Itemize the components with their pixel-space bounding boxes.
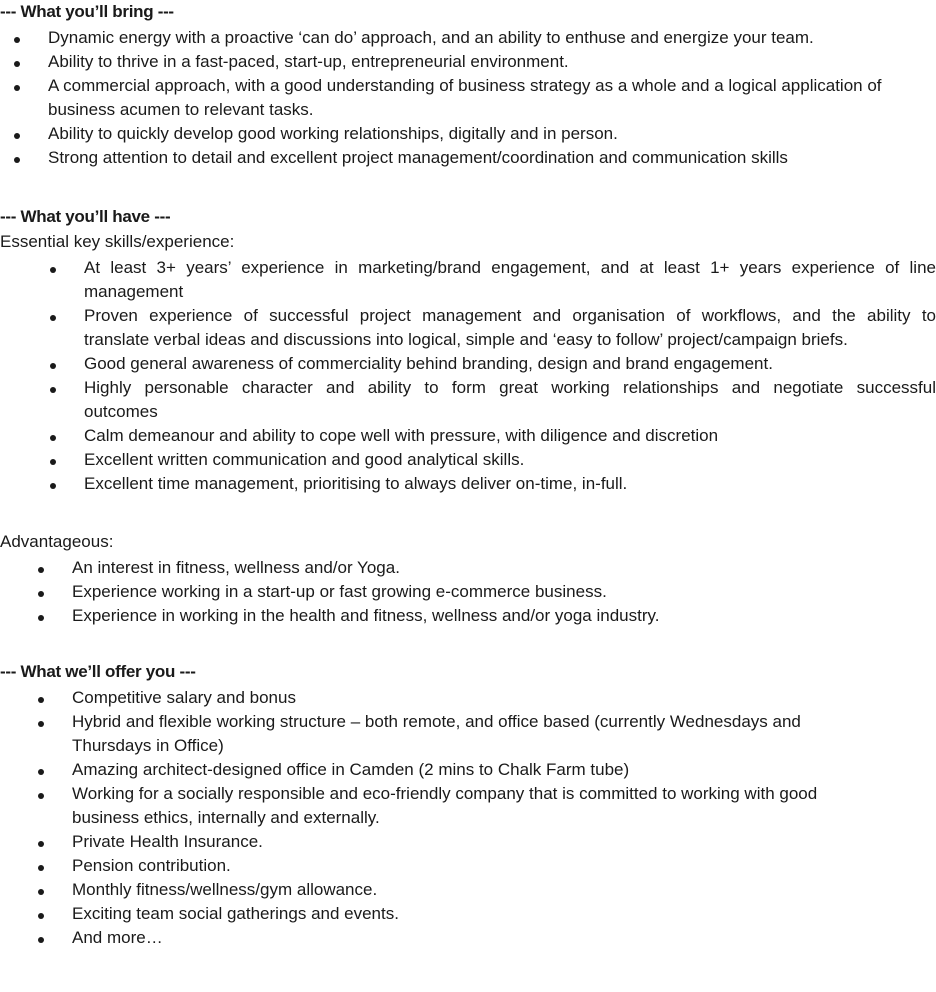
list-item-text: At least 3+ years’ experience in marketing/brand engagement, and at least 1+ years experience of line xyxy=(84,258,936,277)
list-item xyxy=(72,686,936,710)
list-item xyxy=(72,902,936,926)
list-item-text: Excellent written communication and good analytical skills. xyxy=(84,450,525,469)
bullet-icon xyxy=(14,157,20,163)
list-item-text: Experience working in a start-up or fast growing e-commerce business. xyxy=(72,582,607,601)
list-item xyxy=(72,854,936,878)
list-item xyxy=(48,50,936,74)
bullet-icon xyxy=(38,721,44,727)
list-item-text: Amazing architect-designed office in Camden (2 mins to Chalk Farm tube) xyxy=(72,760,630,779)
list-item xyxy=(72,926,936,950)
list-item xyxy=(72,556,936,580)
list-item-text: Private Health Insurance. xyxy=(72,832,263,851)
list-item xyxy=(84,424,936,448)
advantageous-list xyxy=(72,556,936,628)
essential-label: Essential key skills/experience: xyxy=(0,232,235,251)
list-item-text: outcomes xyxy=(84,402,158,421)
bullet-icon xyxy=(50,483,56,489)
list-item-text: Hybrid and flexible working structure – both remote, and office based (currently Wednesdays and xyxy=(72,712,801,731)
have-heading: --- What you’ll have --- xyxy=(0,207,171,226)
bullet-icon xyxy=(38,913,44,919)
advantageous-label: Advantageous: xyxy=(0,532,114,551)
bullet-icon xyxy=(38,697,44,703)
list-item xyxy=(72,710,936,758)
bullet-icon xyxy=(38,937,44,943)
list-item-text: business ethics, internally and externally. xyxy=(72,808,380,827)
list-item xyxy=(72,604,936,628)
bullet-icon xyxy=(14,85,20,91)
list-item-text: Ability to thrive in a fast-paced, start-up, entrepreneurial environment. xyxy=(48,52,569,71)
list-item-text: Thursdays in Office) xyxy=(72,736,224,755)
list-item-text: Experience in working in the health and fitness, wellness and/or yoga industry. xyxy=(72,606,660,625)
list-item-text: Competitive salary and bonus xyxy=(72,688,296,707)
list-item-text: management xyxy=(84,282,184,301)
list-item-text: business acumen to relevant tasks. xyxy=(48,100,314,119)
offer-list xyxy=(72,686,936,950)
list-item-text: Proven experience of successful project management and organisation of workflows, and the ability to xyxy=(84,306,936,325)
bullet-icon xyxy=(38,865,44,871)
list-item-text: Pension contribution. xyxy=(72,856,231,875)
list-item xyxy=(72,758,936,782)
list-item xyxy=(84,472,936,496)
bullet-icon xyxy=(50,387,56,393)
list-item-text: An interest in fitness, wellness and/or Yoga. xyxy=(72,558,400,577)
list-item xyxy=(48,26,936,50)
list-item xyxy=(72,580,936,604)
list-item-text: Strong attention to detail and excellent project management/coordination and communication skills xyxy=(48,148,788,167)
bullet-icon xyxy=(14,133,20,139)
bullet-icon xyxy=(50,267,56,273)
bullet-icon xyxy=(38,769,44,775)
bullet-icon xyxy=(14,61,20,67)
list-item xyxy=(84,256,936,304)
list-item-text: Good general awareness of commerciality behind branding, design and brand engagement. xyxy=(84,354,773,373)
list-item xyxy=(48,122,936,146)
list-item-text: Calm demeanour and ability to cope well with pressure, with diligence and discretion xyxy=(84,426,719,445)
list-item-text: And more… xyxy=(72,928,163,947)
list-item-text: A commercial approach, with a good understanding of business strategy as a whole and a logical application of xyxy=(48,76,882,95)
list-item-text: Excellent time management, prioritising to always deliver on-time, in-full. xyxy=(84,474,628,493)
list-item-text: translate verbal ideas and discussions into logical, simple and ‘easy to follow’ project/campaign briefs. xyxy=(84,330,848,349)
list-item-text: Monthly fitness/wellness/gym allowance. xyxy=(72,880,378,899)
list-item xyxy=(48,74,936,122)
bullet-icon xyxy=(38,615,44,621)
bullet-icon xyxy=(50,435,56,441)
list-item xyxy=(72,830,936,854)
bullet-icon xyxy=(50,459,56,465)
list-item xyxy=(84,304,936,352)
list-item-text: Highly personable character and ability to form great working relationships and negotiate successful xyxy=(84,378,936,397)
bullet-icon xyxy=(38,793,44,799)
bullet-icon xyxy=(38,567,44,573)
bullet-icon xyxy=(38,841,44,847)
list-item-text: Exciting team social gatherings and events. xyxy=(72,904,399,923)
bullet-icon xyxy=(38,591,44,597)
bring-heading: --- What you’ll bring --- xyxy=(0,2,174,21)
list-item xyxy=(48,146,936,170)
list-item-text: Working for a socially responsible and eco-friendly company that is committed to working with good xyxy=(72,784,818,803)
bring-list xyxy=(48,26,936,170)
list-item xyxy=(84,376,936,424)
essential-list xyxy=(84,256,936,496)
list-item-text: Dynamic energy with a proactive ‘can do’ approach, and an ability to enthuse and energize your team. xyxy=(48,28,814,47)
bullet-icon xyxy=(38,889,44,895)
list-item xyxy=(72,878,936,902)
list-item xyxy=(84,448,936,472)
bullet-icon xyxy=(14,37,20,43)
bullet-icon xyxy=(50,315,56,321)
offer-heading: --- What we’ll offer you --- xyxy=(0,662,196,681)
list-item xyxy=(72,782,936,830)
list-item-text: Ability to quickly develop good working relationships, digitally and in person. xyxy=(48,124,618,143)
bullet-icon xyxy=(50,363,56,369)
list-item xyxy=(84,352,936,376)
